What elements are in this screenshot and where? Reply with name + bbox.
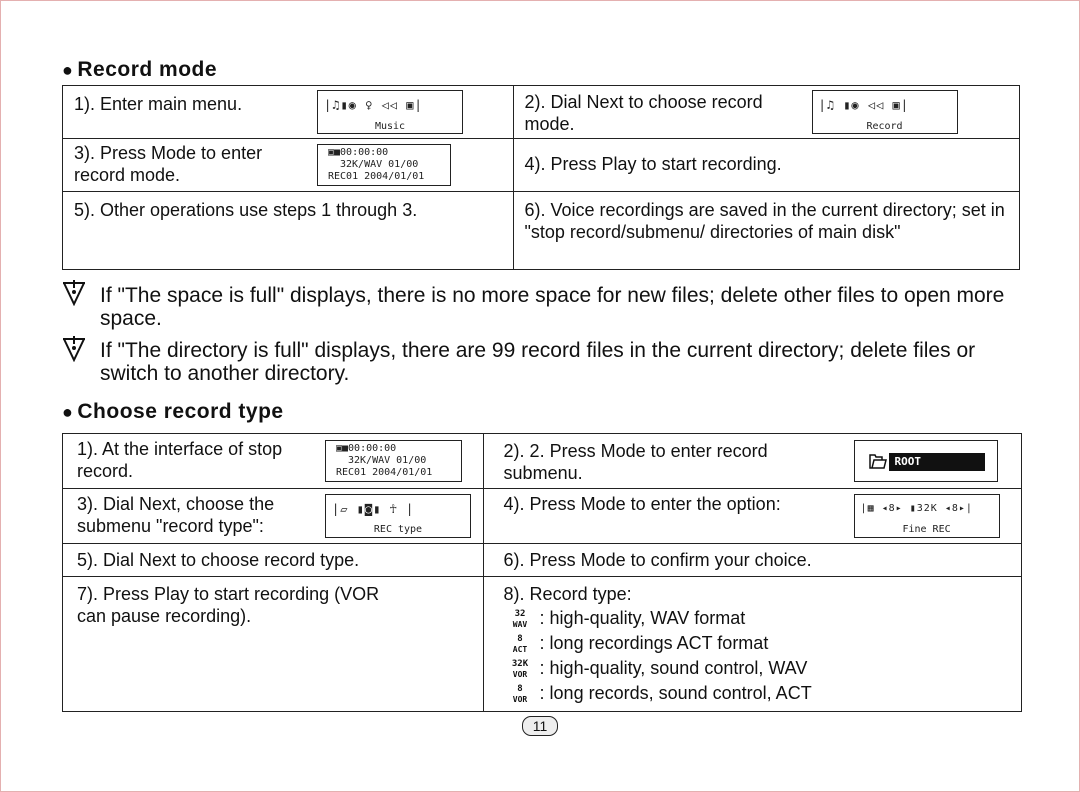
step-text: 3). Press Mode to enter record mode. — [74, 143, 263, 185]
warning-icon — [61, 336, 87, 362]
record-type-item — [506, 680, 812, 705]
menu-icons: |♫▮◉ ♀ ◁◁ ▣| — [324, 98, 423, 112]
lcd-format: 32K/WAV 01/00 — [340, 159, 419, 170]
record-type-desc: : long records, sound control, ACT — [539, 682, 812, 703]
menu-icons: |♫ ▮◉ ◁◁ ▣| — [818, 98, 909, 112]
step-text: 1). At the interface of stop record. — [77, 439, 283, 481]
record-type-table — [62, 433, 1022, 712]
bullet-icon: ● — [62, 60, 74, 80]
warning-icon — [61, 280, 87, 306]
vor-32k-icon — [506, 657, 534, 679]
record-mode-table — [62, 85, 1020, 270]
record-type-heading: ● Choose record type — [62, 400, 284, 423]
warning-text: If "The directory is full" displays, there are 99 record files in the current directory; delete files or switch to another directory. — [100, 339, 976, 385]
step-text: 2). 2. Press Mode to enter record submenu. — [503, 441, 768, 483]
record-type-list — [506, 605, 812, 705]
icon-top: 8 — [516, 683, 523, 694]
icon-top: 32K — [511, 658, 528, 669]
lcd-time: ▣■00:00:00 — [328, 147, 389, 158]
act-8k-icon — [506, 632, 534, 654]
icon-top: 8 — [516, 633, 523, 644]
step-text: 5). Dial Next to choose record type. — [77, 550, 360, 570]
icon-bottom: WAV — [512, 619, 527, 629]
lcd-screen-music — [317, 90, 463, 134]
warning-text: If "The space is full" displays, there is no more space for new files; delete other files to open more space. — [100, 284, 1005, 330]
step-text: 2). Dial Next to choose record mode. — [524, 92, 763, 134]
lcd-time: ▣■00:00:00 — [336, 443, 397, 454]
root-label: ROOT — [889, 453, 985, 471]
step-text: 6). Voice recordings are saved in the current directory; set in "stop record/submenu/ directories of main disk" — [524, 200, 1005, 242]
record-type-item — [506, 630, 812, 655]
lcd-screen-record — [812, 90, 958, 134]
step-text: 7). Press Play to start recording (VOR can pause recording). — [77, 584, 380, 626]
lcd-file: REC01 2004/01/01 — [336, 467, 433, 478]
step-text: 1). Enter main menu. — [74, 94, 243, 114]
record-type-desc: : long recordings ACT format — [539, 632, 769, 653]
vor-8k-icon — [506, 682, 534, 704]
menu-icons: |▱ ▮◙▮ ☥ | — [332, 502, 415, 516]
record-mode-heading: ● Record mode — [62, 58, 218, 81]
wav-32k-icon — [506, 607, 534, 629]
step-text: 4). Press Mode to enter the option: — [503, 494, 781, 514]
step-text: 3). Dial Next, choose the submenu "record type": — [77, 494, 275, 536]
menu-icons: |▦ ◂8▸ ▮32K ◂8▸| — [860, 503, 973, 514]
icon-bottom: ACT — [512, 644, 527, 654]
step-text: 4). Press Play to start recording. — [524, 154, 782, 174]
lcd-caption: REC type — [373, 524, 423, 535]
lcd-screen-recording — [317, 144, 451, 186]
folder-icon — [869, 453, 887, 469]
lcd-screen-root — [854, 440, 998, 482]
lcd-screen-stop — [325, 440, 462, 482]
lcd-format: 32K/WAV 01/00 — [348, 455, 427, 466]
record-type-desc: : high-quality, WAV format — [539, 607, 746, 628]
step-text: 6). Press Mode to confirm your choice. — [503, 550, 812, 570]
lcd-caption: Fine REC — [902, 524, 951, 535]
record-type-item — [506, 655, 812, 680]
icon-top: 32 — [514, 608, 525, 619]
icon-bottom: VOR — [512, 694, 527, 704]
lcd-file: REC01 2004/01/01 — [328, 171, 425, 182]
step-text: 5). Other operations use steps 1 through 3. — [74, 200, 418, 220]
step-text: 8). Record type: — [503, 584, 632, 604]
lcd-screen-fine-rec — [854, 494, 1000, 538]
bullet-icon: ● — [62, 402, 74, 422]
record-type-desc: : high-quality, sound control, WAV — [539, 657, 808, 678]
lcd-caption: Music — [374, 121, 406, 132]
lcd-screen-rec-type — [325, 494, 471, 538]
icon-bottom: VOR — [512, 669, 527, 679]
record-type-item — [506, 605, 812, 630]
lcd-caption: Record — [866, 121, 903, 132]
page-number: 11 — [522, 716, 558, 736]
